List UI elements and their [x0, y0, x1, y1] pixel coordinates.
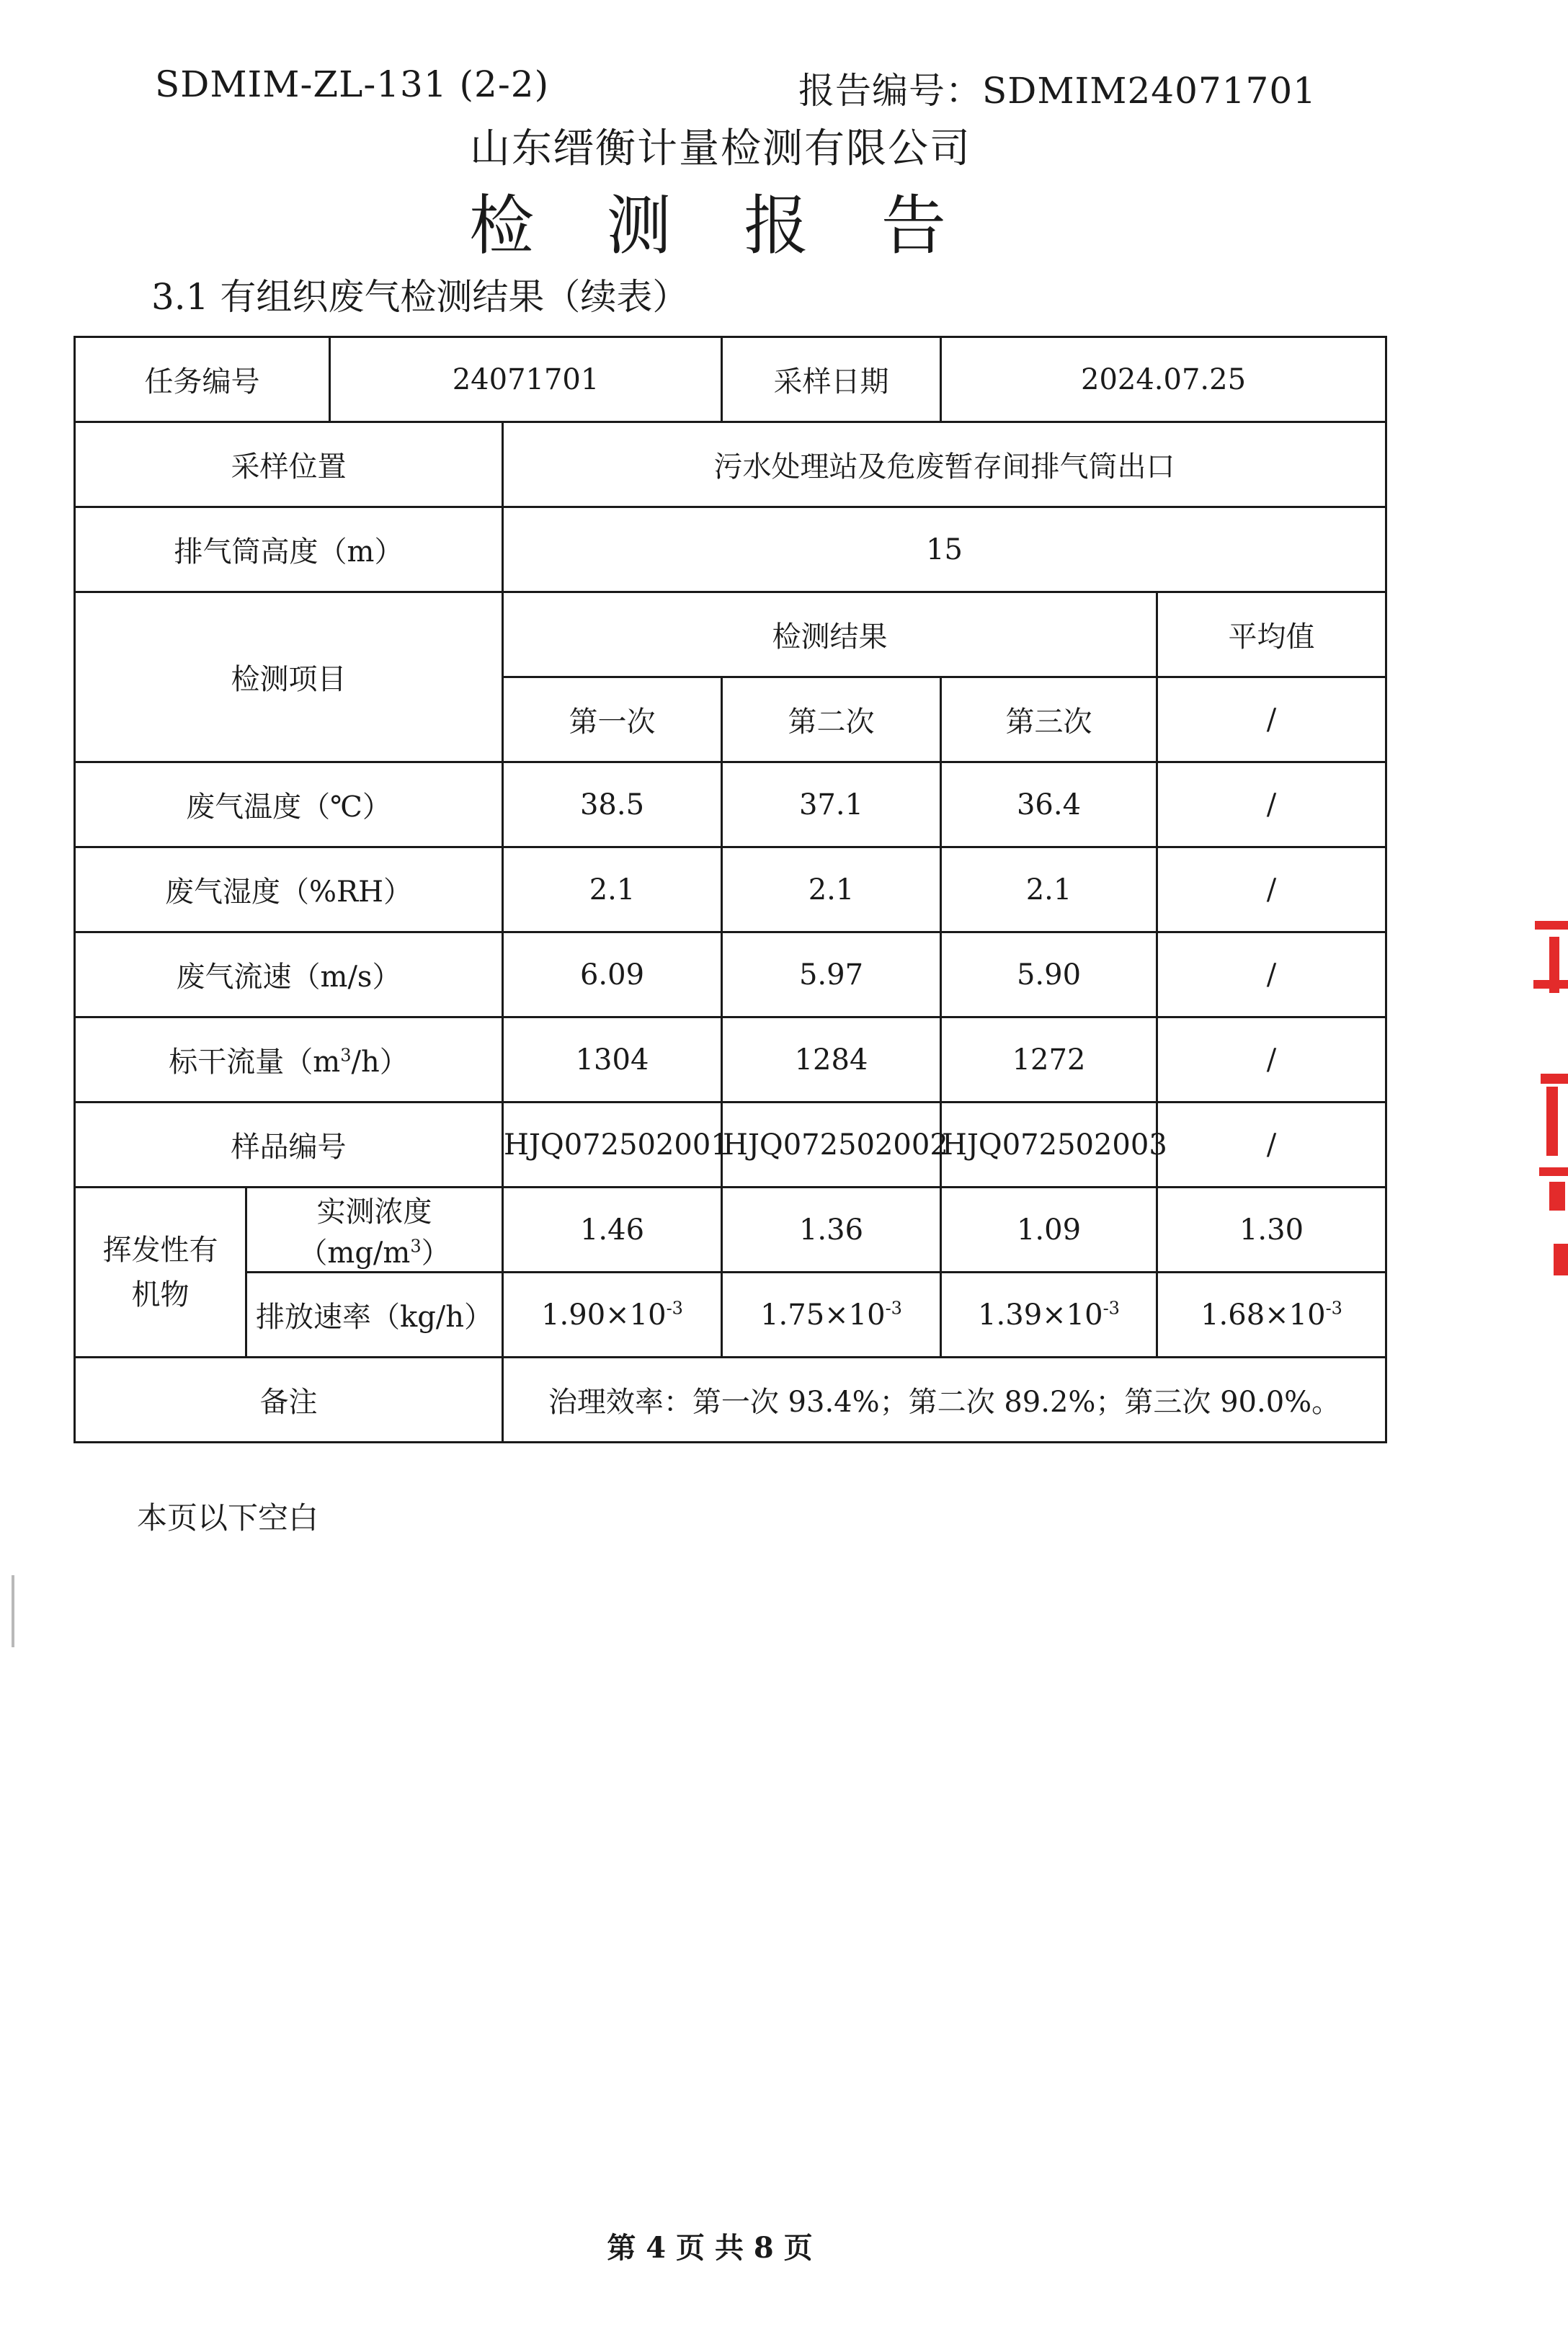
table-row [75, 762, 1386, 847]
row-label-text: 实测浓度（mg/m [298, 1195, 432, 1270]
cell-average: / [1157, 1102, 1386, 1188]
average-placeholder: / [1157, 677, 1386, 762]
cell-value [722, 1273, 941, 1358]
cell-value [503, 1273, 722, 1358]
cell-value: 5.90 [941, 932, 1157, 1017]
table-row-emission-rate [75, 1273, 1386, 1358]
cell-average [1157, 1273, 1386, 1358]
report-number [798, 62, 1317, 114]
value-base: 1.75×10 [760, 1298, 886, 1332]
cell-value: 2.1 [503, 847, 722, 932]
cell-value: 2.1 [722, 847, 941, 932]
cell-value: 5.97 [722, 932, 941, 1017]
cell-value: 1.46 [503, 1188, 722, 1273]
table-row-stack-height [75, 507, 1386, 592]
company-name: 山东缙衡计量检测有限公司 [470, 125, 971, 172]
document-title: 检 测 报 告 [469, 188, 972, 264]
page-number: 第 4 页 共 8 页 [607, 2231, 813, 2265]
cell-average: / [1157, 762, 1386, 847]
cell-value: HJQ072502001 [503, 1102, 722, 1188]
section-heading: 3.1 有组织废气检测结果（续表） [151, 276, 689, 318]
cell-average: / [1157, 932, 1386, 1017]
cell-value: 38.5 [503, 762, 722, 847]
row-label: 废气流速（m/s） [75, 932, 503, 1017]
voc-group-label-line: 机物 [131, 1278, 190, 1311]
table-row [75, 847, 1386, 932]
report-number-value: SDMIM24071701 [982, 70, 1317, 112]
cell-value: 1.09 [941, 1188, 1157, 1273]
cell-value: 1.36 [722, 1188, 941, 1273]
superscript: 3 [340, 1045, 352, 1066]
row-label-text: /h） [351, 1046, 409, 1079]
test-item-label: 检测项目 [75, 592, 503, 762]
cell-average: / [1157, 1017, 1386, 1102]
cell-value: 1304 [503, 1017, 722, 1102]
table-row-task [75, 337, 1386, 422]
value-base: 1.68×10 [1200, 1298, 1326, 1332]
exponent: -3 [1102, 1298, 1120, 1319]
sampling-date-label: 采样日期 [722, 337, 941, 422]
scan-mark [12, 1575, 14, 1647]
table-row-remark [75, 1358, 1386, 1443]
table-row-header-1 [75, 592, 1386, 677]
remark-label: 备注 [75, 1358, 503, 1443]
location: 污水处理站及危废暂存间排气筒出口 [503, 422, 1386, 507]
cell-average: 1.30 [1157, 1188, 1386, 1273]
sampling-date: 2024.07.25 [941, 337, 1386, 422]
cell-value: HJQ072502002 [722, 1102, 941, 1188]
concentration-label [246, 1188, 503, 1273]
row-label-text: ） [421, 1236, 450, 1270]
exponent: -3 [666, 1298, 683, 1319]
value-base: 1.90×10 [541, 1298, 667, 1332]
round-3-label: 第三次 [941, 677, 1157, 762]
report-number-label: 报告编号： [798, 70, 982, 112]
row-label-text: 标干流量（m [169, 1046, 341, 1079]
round-2-label: 第二次 [722, 677, 941, 762]
exponent: -3 [885, 1298, 902, 1319]
cell-value: 36.4 [941, 762, 1157, 847]
emission-rate-label: 排放速率（kg/h） [246, 1273, 503, 1358]
average-label: 平均值 [1157, 592, 1386, 677]
cell-value: HJQ072502003 [941, 1102, 1157, 1188]
task-number: 24071701 [330, 337, 722, 422]
cell-value: 2.1 [941, 847, 1157, 932]
exponent: -3 [1325, 1298, 1342, 1319]
stack-height-label: 排气筒高度（m） [75, 507, 503, 592]
results-table [74, 336, 1387, 1443]
row-label [75, 1017, 503, 1102]
table-row [75, 1017, 1386, 1102]
task-number-label: 任务编号 [75, 337, 330, 422]
voc-group-label-line: 挥发性有 [102, 1233, 218, 1267]
value-base: 1.39×10 [978, 1298, 1103, 1332]
cell-value: 6.09 [503, 932, 722, 1017]
superscript: 3 [410, 1236, 422, 1257]
cell-value [941, 1273, 1157, 1358]
table-row [75, 1102, 1386, 1188]
row-label: 废气湿度（%RH） [75, 847, 503, 932]
row-label: 样品编号 [75, 1102, 503, 1188]
stack-height: 15 [503, 507, 1386, 592]
round-1-label: 第一次 [503, 677, 722, 762]
cell-value: 37.1 [722, 762, 941, 847]
location-label: 采样位置 [75, 422, 503, 507]
table-row-location [75, 422, 1386, 507]
blank-below-note: 本页以下空白 [137, 1500, 319, 1536]
cell-average: / [1157, 847, 1386, 932]
row-label: 废气温度（℃） [75, 762, 503, 847]
cell-value: 1284 [722, 1017, 941, 1102]
voc-group-label [75, 1188, 246, 1358]
form-code: SDMIM-ZL-131 (2-2) [155, 63, 550, 105]
table-row-concentration [75, 1188, 1386, 1273]
table-row [75, 932, 1386, 1017]
remark: 治理效率：第一次 93.4%；第二次 89.2%；第三次 90.0%。 [503, 1358, 1386, 1443]
cell-value: 1272 [941, 1017, 1157, 1102]
result-label: 检测结果 [503, 592, 1157, 677]
